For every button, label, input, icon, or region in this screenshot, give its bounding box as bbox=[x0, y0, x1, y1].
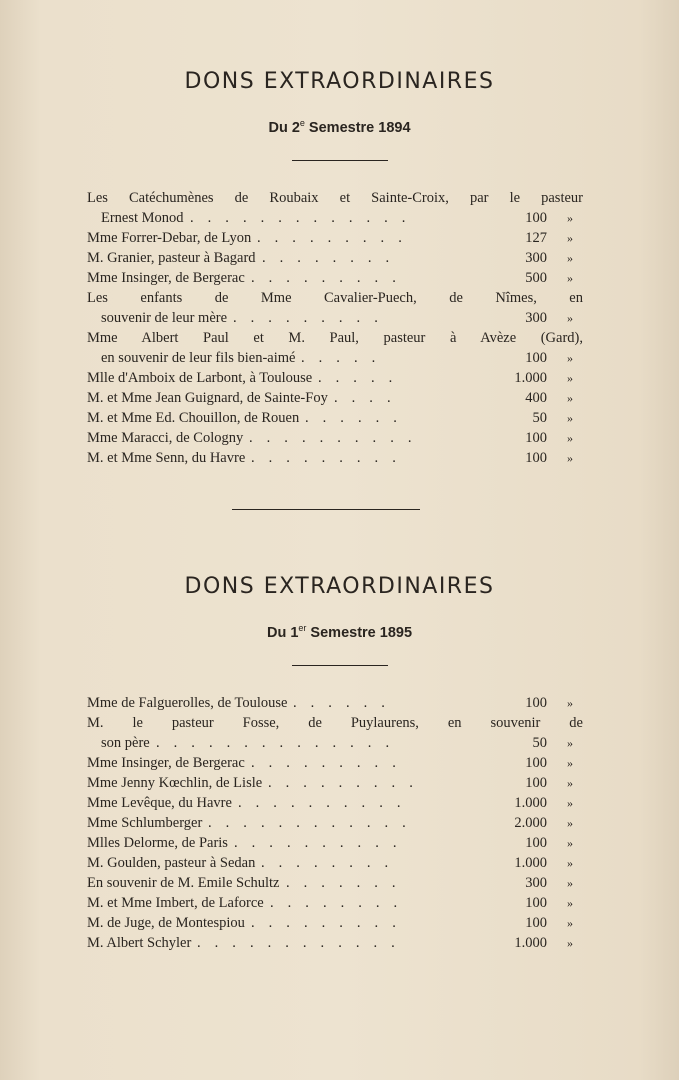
entry-line-continued: Mme Albert Paul et M. Paul, pasteur à Avèze (Gard), bbox=[87, 330, 583, 346]
ditto-mark: » bbox=[567, 876, 573, 890]
leader-dots: . . . . . . . . bbox=[262, 250, 395, 266]
donor-name: M. et Mme Imbert, de Laforce bbox=[87, 895, 264, 911]
amount: 500 bbox=[525, 270, 547, 286]
amount: 100 bbox=[525, 350, 547, 366]
subtitle-sup: er bbox=[298, 623, 307, 634]
leader-dots: . . . . . . bbox=[293, 695, 391, 711]
leader-dots: . . . . . bbox=[318, 370, 398, 386]
leader-dots: . . . . bbox=[334, 390, 396, 406]
donor-name: souvenir de leur mère bbox=[101, 310, 228, 326]
donation-entry bbox=[87, 753, 583, 773]
ditto-mark: » bbox=[567, 696, 573, 710]
donation-entry bbox=[87, 833, 583, 853]
amount: 1.000 bbox=[514, 795, 547, 811]
section-1894 bbox=[0, 62, 679, 466]
donor-name: son père bbox=[101, 735, 150, 751]
ditto-mark: » bbox=[567, 271, 573, 285]
ditto-mark: » bbox=[567, 251, 573, 265]
donation-entry bbox=[87, 248, 583, 268]
ditto-mark: » bbox=[567, 411, 573, 425]
donation-entry bbox=[87, 933, 583, 953]
entry-line-continued: M. le pasteur Fosse, de Puylaurens, en souvenir de bbox=[87, 715, 583, 731]
donation-entry bbox=[87, 268, 583, 288]
ditto-mark: » bbox=[567, 211, 573, 225]
subtitle-prefix: Du 1 bbox=[266, 625, 299, 641]
donation-entry bbox=[87, 348, 583, 368]
ditto-mark: » bbox=[567, 836, 573, 850]
donor-name: En souvenir de M. Emile Schultz bbox=[87, 875, 280, 891]
donor-name: Mme Insinger, de Bergerac bbox=[87, 755, 245, 771]
donation-list bbox=[87, 188, 583, 468]
donor-name: M. et Mme Senn, du Havre bbox=[87, 450, 246, 466]
ditto-mark: » bbox=[567, 776, 573, 790]
donor-name: Mlles Delorme, de Paris bbox=[87, 835, 228, 851]
leader-dots: . . . . . . . . . bbox=[233, 310, 384, 326]
donor-name: M. et Mme Jean Guignard, de Sainte-Foy bbox=[87, 390, 328, 406]
leader-dots: . . . . . . . . bbox=[270, 895, 403, 911]
section-subtitle bbox=[0, 623, 679, 643]
amount: 2.000 bbox=[514, 815, 547, 831]
amount: 1.000 bbox=[514, 370, 547, 386]
donor-name: Mlle d'Amboix de Larbont, à Toulouse bbox=[87, 370, 313, 386]
amount: 300 bbox=[525, 875, 547, 891]
leader-dots: . . . . . . . . . bbox=[257, 230, 408, 246]
subtitle-suffix: Semestre 1894 bbox=[304, 120, 411, 136]
donor-name: Mme Insinger, de Bergerac bbox=[87, 270, 245, 286]
donor-name: Mme Schlumberger bbox=[87, 815, 203, 831]
short-rule bbox=[292, 665, 388, 666]
donation-entry bbox=[87, 893, 583, 913]
leader-dots: . . . . . . . . . bbox=[268, 775, 419, 791]
leader-dots: . . . . . . . . . . bbox=[238, 795, 406, 811]
ditto-mark: » bbox=[567, 451, 573, 465]
donor-name: M. Granier, pasteur à Bagard bbox=[87, 250, 256, 266]
leader-dots: . . . . . . . bbox=[286, 875, 401, 891]
section-title: DONS EXTRAORDINAIRES bbox=[184, 574, 495, 599]
ditto-mark: » bbox=[567, 856, 573, 870]
ditto-mark: » bbox=[567, 371, 573, 385]
donation-entry bbox=[87, 368, 583, 388]
donation-entry bbox=[87, 853, 583, 873]
leader-dots: . . . . . . . . . . . . bbox=[208, 815, 411, 831]
donation-entry bbox=[87, 228, 583, 248]
amount: 100 bbox=[525, 755, 547, 771]
amount: 100 bbox=[525, 695, 547, 711]
donation-list bbox=[87, 693, 583, 953]
ditto-mark: » bbox=[567, 391, 573, 405]
amount: 300 bbox=[525, 310, 547, 326]
entry-line-continued: Les Catéchumènes de Roubaix et Sainte-Croix, par le pasteur bbox=[87, 190, 583, 206]
donor-name: M. Goulden, pasteur à Sedan bbox=[87, 855, 256, 871]
section-title: DONS EXTRAORDINAIRES bbox=[184, 69, 495, 94]
donation-entry bbox=[87, 873, 583, 893]
section-1895 bbox=[0, 567, 679, 951]
amount: 100 bbox=[525, 895, 547, 911]
donor-name: M. de Juge, de Montespiou bbox=[87, 915, 245, 931]
amount: 300 bbox=[525, 250, 547, 266]
donor-name: Mme de Falguerolles, de Toulouse bbox=[87, 695, 288, 711]
leader-dots: . . . . . . bbox=[305, 410, 403, 426]
leader-dots: . . . . . . . . . bbox=[251, 755, 402, 771]
ditto-mark: » bbox=[567, 896, 573, 910]
leader-dots: . . . . . . . . . . bbox=[234, 835, 402, 851]
short-rule bbox=[292, 160, 388, 161]
entry-line-continued: Les enfants de Mme Cavalier-Puech, de Nîmes, en bbox=[87, 290, 583, 306]
donation-entry bbox=[87, 448, 583, 468]
amount: 100 bbox=[525, 915, 547, 931]
subtitle-sup: e bbox=[299, 118, 305, 129]
ditto-mark: » bbox=[567, 311, 573, 325]
donation-entry bbox=[87, 428, 583, 448]
ditto-mark: » bbox=[567, 816, 573, 830]
donation-entry bbox=[87, 693, 583, 713]
donation-entry bbox=[87, 733, 583, 753]
donor-name: M. et Mme Ed. Chouillon, de Rouen bbox=[87, 410, 300, 426]
donation-entry bbox=[87, 813, 583, 833]
donor-name: Ernest Monod bbox=[101, 210, 184, 226]
ditto-mark: » bbox=[567, 736, 573, 750]
donor-name: Mme Jenny Kœchlin, de Lisle bbox=[87, 775, 263, 791]
ditto-mark: » bbox=[567, 916, 573, 930]
donation-entry bbox=[87, 913, 583, 933]
amount: 50 bbox=[532, 735, 547, 751]
amount: 100 bbox=[525, 430, 547, 446]
ditto-mark: » bbox=[567, 351, 573, 365]
amount: 100 bbox=[525, 775, 547, 791]
leader-dots: . . . . . bbox=[301, 350, 381, 366]
section-divider bbox=[232, 509, 420, 510]
leader-dots: . . . . . . . . . . . . . . bbox=[156, 735, 395, 751]
subtitle-suffix: Semestre 1895 bbox=[306, 625, 413, 641]
amount: 100 bbox=[525, 210, 547, 226]
amount: 127 bbox=[525, 230, 547, 246]
donation-entry bbox=[87, 208, 583, 228]
amount: 50 bbox=[532, 410, 547, 426]
amount: 100 bbox=[525, 835, 547, 851]
ditto-mark: » bbox=[567, 431, 573, 445]
amount: 1.000 bbox=[514, 935, 547, 951]
amount: 1.000 bbox=[514, 855, 547, 871]
ditto-mark: » bbox=[567, 231, 573, 245]
amount: 100 bbox=[525, 450, 547, 466]
section-subtitle bbox=[0, 118, 679, 138]
subtitle-prefix: Du 2 bbox=[268, 120, 300, 136]
ditto-mark: » bbox=[567, 796, 573, 810]
donation-entry bbox=[87, 793, 583, 813]
donor-name: Mme Forrer-Debar, de Lyon bbox=[87, 230, 252, 246]
donation-entry bbox=[87, 308, 583, 328]
leader-dots: . . . . . . . . . bbox=[251, 915, 402, 931]
donor-name: Mme Maracci, de Cologny bbox=[87, 430, 244, 446]
donation-entry bbox=[87, 388, 583, 408]
leader-dots: . . . . . . . . . . bbox=[249, 430, 417, 446]
leader-dots: . . . . . . . . . bbox=[251, 450, 402, 466]
ditto-mark: » bbox=[567, 756, 573, 770]
leader-dots: . . . . . . . . . bbox=[251, 270, 402, 286]
donor-name: en souvenir de leur fils bien-aimé bbox=[101, 350, 296, 366]
leader-dots: . . . . . . . . . . . . bbox=[197, 935, 400, 951]
amount: 400 bbox=[525, 390, 547, 406]
donation-entry bbox=[87, 408, 583, 428]
donation-entry bbox=[87, 773, 583, 793]
donor-name: M. Albert Schyler bbox=[87, 935, 192, 951]
ditto-mark: » bbox=[567, 936, 573, 950]
donor-name: Mme Levêque, du Havre bbox=[87, 795, 232, 811]
leader-dots: . . . . . . . . bbox=[261, 855, 394, 871]
leader-dots: . . . . . . . . . . . . . bbox=[190, 210, 411, 226]
